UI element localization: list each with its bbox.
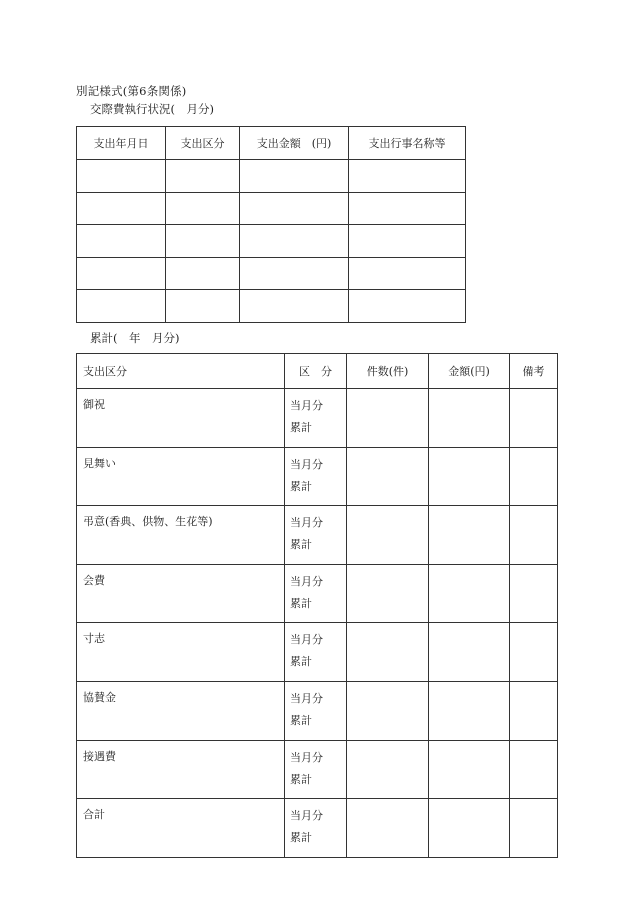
table2-row — [77, 681, 558, 740]
table1-cell[interactable] — [77, 290, 166, 323]
amount-cell[interactable] — [429, 799, 510, 858]
cumulative-table — [76, 353, 558, 858]
current-month-label: 当月分 — [290, 399, 323, 412]
table1-cell[interactable] — [240, 160, 349, 193]
table1-cell[interactable] — [240, 290, 349, 323]
classification-cell — [285, 681, 347, 740]
table1-row — [77, 290, 466, 323]
classification-cell — [285, 799, 347, 858]
table2-header-row — [77, 354, 558, 389]
table1-cell[interactable] — [349, 225, 466, 258]
remarks-cell[interactable] — [510, 681, 558, 740]
table2-row — [77, 506, 558, 565]
table2-row — [77, 389, 558, 448]
remarks-cell[interactable] — [510, 740, 558, 799]
table1-row — [77, 160, 466, 193]
table2-row — [77, 740, 558, 799]
header-date: 支出年月日 — [77, 127, 166, 160]
current-month-label: 当月分 — [290, 457, 323, 471]
category-label: 接遇費 — [77, 740, 285, 799]
count-cell[interactable] — [347, 623, 429, 682]
table2-row — [77, 564, 558, 623]
category-label: 御祝 — [77, 389, 285, 448]
category-label: 弔意(香典、供物、生花等) — [77, 506, 285, 565]
cumulative-label: 累計 — [290, 831, 312, 845]
table1-cell[interactable] — [240, 225, 349, 258]
table1-row — [77, 192, 466, 225]
table1-cell[interactable] — [240, 257, 349, 290]
form-label: 別記様式(第6条関係) — [76, 84, 187, 98]
expense-execution-table — [76, 126, 466, 323]
table1-cell[interactable] — [240, 192, 349, 225]
count-cell[interactable] — [347, 740, 429, 799]
header-count: 件数(件) — [347, 354, 429, 389]
table1-cell[interactable] — [166, 160, 240, 193]
remarks-cell[interactable] — [510, 389, 558, 448]
cumulative-label: 累計 — [290, 538, 312, 552]
count-cell[interactable] — [347, 447, 429, 506]
table1-cell[interactable] — [166, 257, 240, 290]
category-label: 会費 — [77, 564, 285, 623]
header-classification: 区 分 — [285, 354, 347, 389]
classification-cell — [285, 623, 347, 682]
table1-cell[interactable] — [166, 225, 240, 258]
amount-cell[interactable] — [429, 447, 510, 506]
table1-header-row — [77, 127, 466, 160]
table1-cell[interactable] — [166, 290, 240, 323]
category-label: 見舞い — [77, 447, 285, 506]
count-cell[interactable] — [347, 681, 429, 740]
classification-cell — [285, 740, 347, 799]
remarks-cell[interactable] — [510, 506, 558, 565]
remarks-cell[interactable] — [510, 564, 558, 623]
count-cell[interactable] — [347, 506, 429, 565]
cumulative-label: 累計 — [290, 596, 312, 610]
table1-row — [77, 225, 466, 258]
header-amount: 支出金額 (円) — [240, 127, 349, 160]
table2-row — [77, 447, 558, 506]
amount-cell[interactable] — [429, 623, 510, 682]
current-month-label: 当月分 — [290, 809, 323, 823]
current-month-label: 当月分 — [290, 516, 323, 530]
category-label: 協賛金 — [77, 681, 285, 740]
cumulative-label: 累計 — [290, 421, 312, 434]
cumulative-label: 累計 — [290, 713, 312, 727]
table1-cell[interactable] — [349, 192, 466, 225]
remarks-cell[interactable] — [510, 623, 558, 682]
current-month-label: 当月分 — [290, 633, 323, 647]
current-month-label: 当月分 — [290, 574, 323, 588]
table1-cell[interactable] — [77, 192, 166, 225]
cumulative-label: 累計 — [290, 655, 312, 669]
table1-cell[interactable] — [77, 257, 166, 290]
classification-cell — [285, 506, 347, 565]
table1-cell[interactable] — [77, 160, 166, 193]
header-expense-category: 支出区分 — [77, 354, 285, 389]
category-label: 寸志 — [77, 623, 285, 682]
header-remarks: 備考 — [510, 354, 558, 389]
amount-cell[interactable] — [429, 681, 510, 740]
cumulative-label: 累計 — [290, 772, 312, 786]
amount-cell[interactable] — [429, 740, 510, 799]
amount-cell[interactable] — [429, 564, 510, 623]
header-category: 支出区分 — [166, 127, 240, 160]
count-cell[interactable] — [347, 799, 429, 858]
count-cell[interactable] — [347, 564, 429, 623]
classification-cell — [285, 389, 347, 448]
classification-cell — [285, 447, 347, 506]
table1-cell[interactable] — [349, 290, 466, 323]
category-label: 合計 — [77, 799, 285, 858]
table1-cell[interactable] — [349, 257, 466, 290]
table1-cell[interactable] — [77, 225, 166, 258]
count-cell[interactable] — [347, 389, 429, 448]
cumulative-label: 累計 — [290, 479, 312, 493]
header-total-amount: 金額(円) — [429, 354, 510, 389]
remarks-cell[interactable] — [510, 799, 558, 858]
remarks-cell[interactable] — [510, 447, 558, 506]
table1-row — [77, 257, 466, 290]
classification-cell — [285, 564, 347, 623]
amount-cell[interactable] — [429, 506, 510, 565]
header-event-name: 支出行事名称等 — [349, 127, 466, 160]
table2-row — [77, 799, 558, 858]
current-month-label: 当月分 — [290, 691, 323, 705]
table1-title: 交際費執行状況( 月分) — [90, 102, 214, 116]
current-month-label: 当月分 — [290, 750, 323, 764]
table1-cell[interactable] — [166, 192, 240, 225]
table2-title: 累計( 年 月分) — [90, 331, 180, 345]
amount-cell[interactable] — [429, 389, 510, 448]
table2-row — [77, 623, 558, 682]
table1-cell[interactable] — [349, 160, 466, 193]
